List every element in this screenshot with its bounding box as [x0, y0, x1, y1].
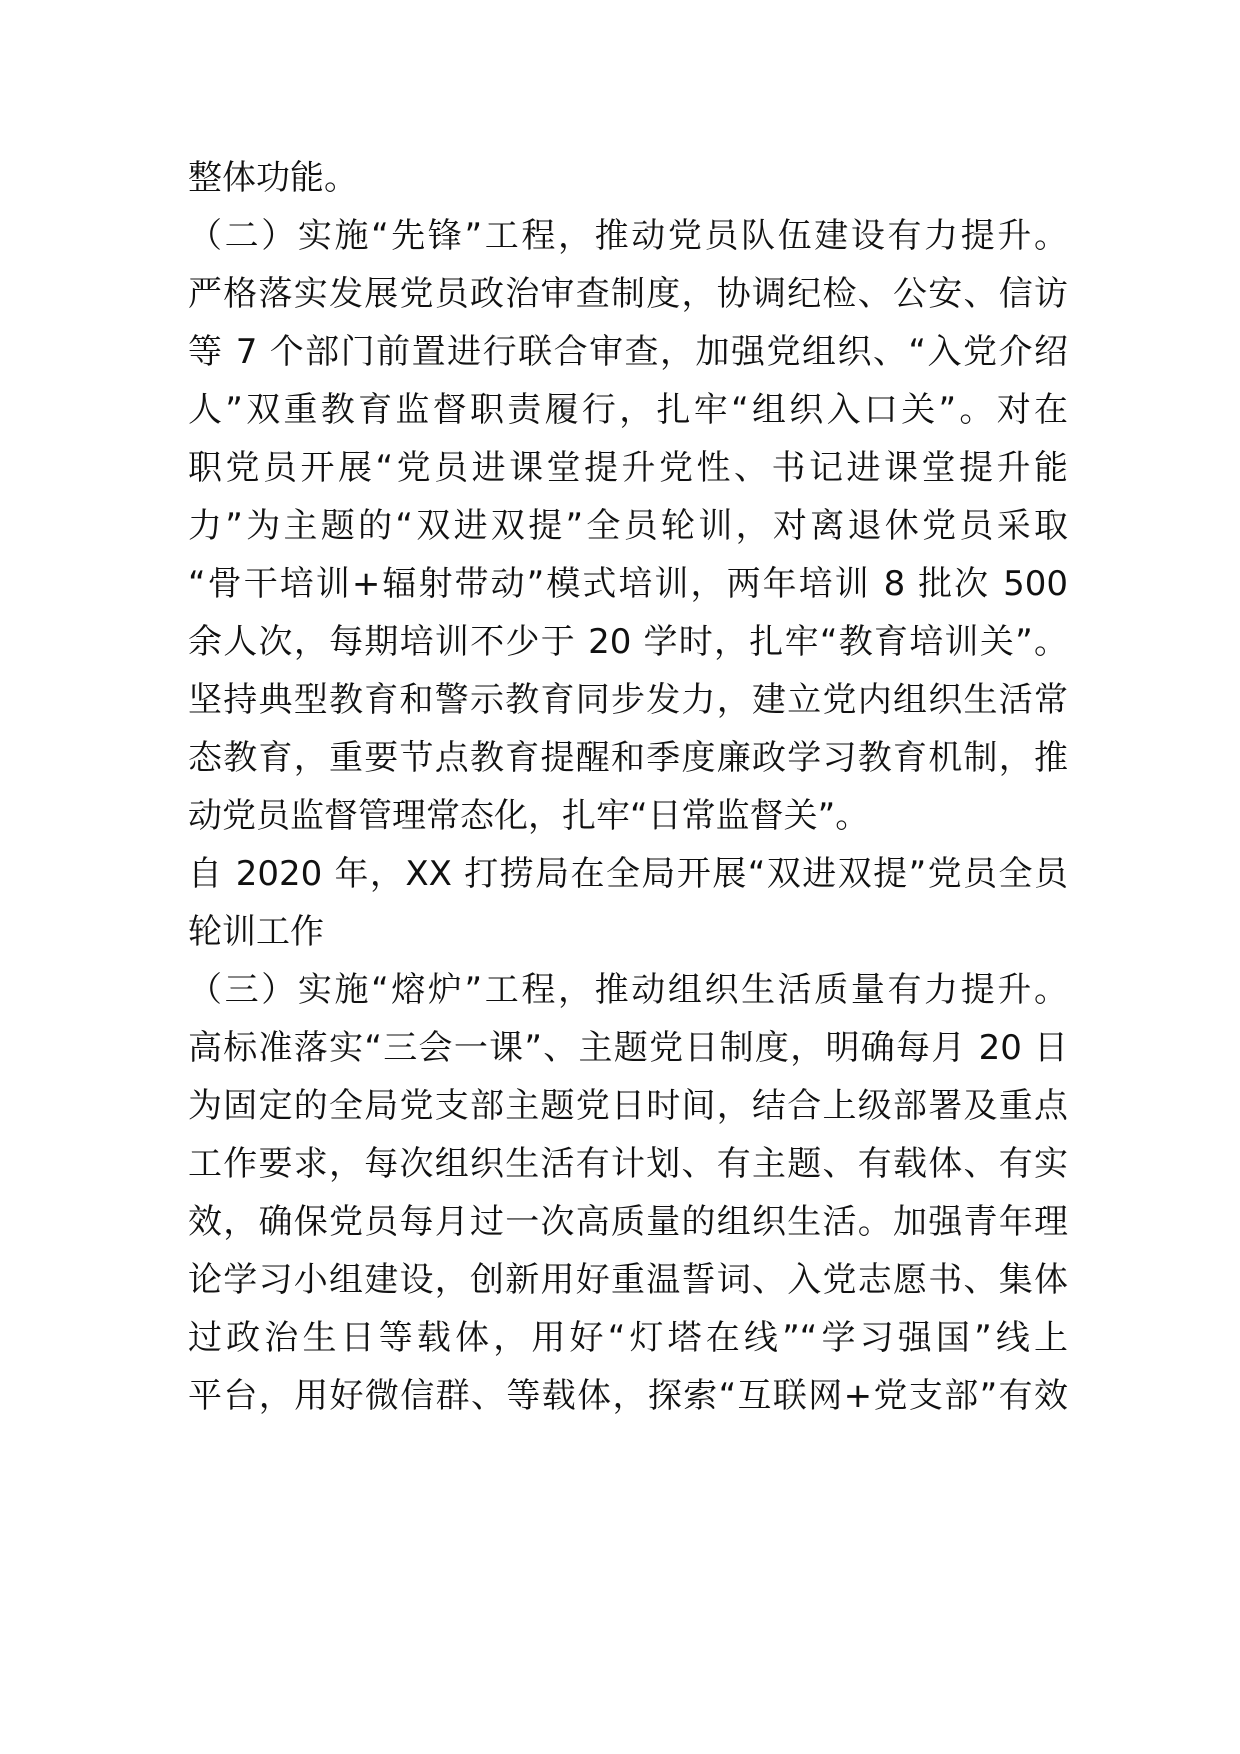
text-line-11: 态教育，重要节点教育提醒和季度廉政学习教育机制，推 — [188, 738, 1068, 778]
text-line-22: 平台，用好微信群、等载体，探索“互联网+党支部”有效 — [188, 1376, 1068, 1416]
text-line-20: 论学习小组建设，创新用好重温誓词、入党志愿书、集体 — [188, 1260, 1068, 1300]
text-line-9: 余人次，每期培训不少于 20 学时，扎牢“教育培训关”。 — [188, 622, 1068, 662]
text-line-18: 工作要求，每次组织生活有计划、有主题、有载体、有实 — [188, 1144, 1068, 1184]
text-line-16: 高标准落实“三会一课”、主题党日制度，明确每月 20 日 — [188, 1028, 1068, 1068]
text-line-13: 自 2020 年，XX 打捞局在全局开展“双进双提”党员全员 — [188, 854, 1068, 894]
text-line-17: 为固定的全局党支部主题党日时间，结合上级部署及重点 — [188, 1086, 1068, 1126]
text-line-21: 过政治生日等载体，用好“灯塔在线”“学习强国”线上 — [188, 1318, 1068, 1358]
section-heading-3: （三）实施“熔炉”工程，推动组织生活质量有力提升。 — [188, 970, 1068, 1010]
section-heading-2: （二）实施“先锋”工程，推动党员队伍建设有力提升。 — [188, 216, 1068, 256]
text-line-14: 轮训工作 — [188, 912, 324, 952]
text-line-19: 效，确保党员每月过一次高质量的组织生活。加强青年理 — [188, 1202, 1068, 1242]
text-line-10: 坚持典型教育和警示教育同步发力，建立党内组织生活常 — [188, 680, 1068, 720]
text-line-8: “骨干培训+辐射带动”模式培训，两年培训 8 批次 500 — [188, 564, 1068, 604]
text-line-3: 严格落实发展党员政治审查制度，协调纪检、公安、信访 — [188, 274, 1068, 314]
text-line-4: 等 7 个部门前置进行联合审查，加强党组织、“入党介绍 — [188, 332, 1068, 372]
text-line-7: 力”为主题的“双进双提”全员轮训，对离退休党员采取 — [188, 506, 1068, 546]
text-line-1: 整体功能。 — [188, 158, 358, 198]
text-line-6: 职党员开展“党员进课堂提升党性、书记进课堂提升能 — [188, 448, 1068, 488]
text-line-12: 动党员监督管理常态化，扎牢“日常监督关”。 — [188, 796, 870, 836]
text-line-5: 人”双重教育监督职责履行，扎牢“组织入口关”。对在 — [188, 390, 1068, 430]
